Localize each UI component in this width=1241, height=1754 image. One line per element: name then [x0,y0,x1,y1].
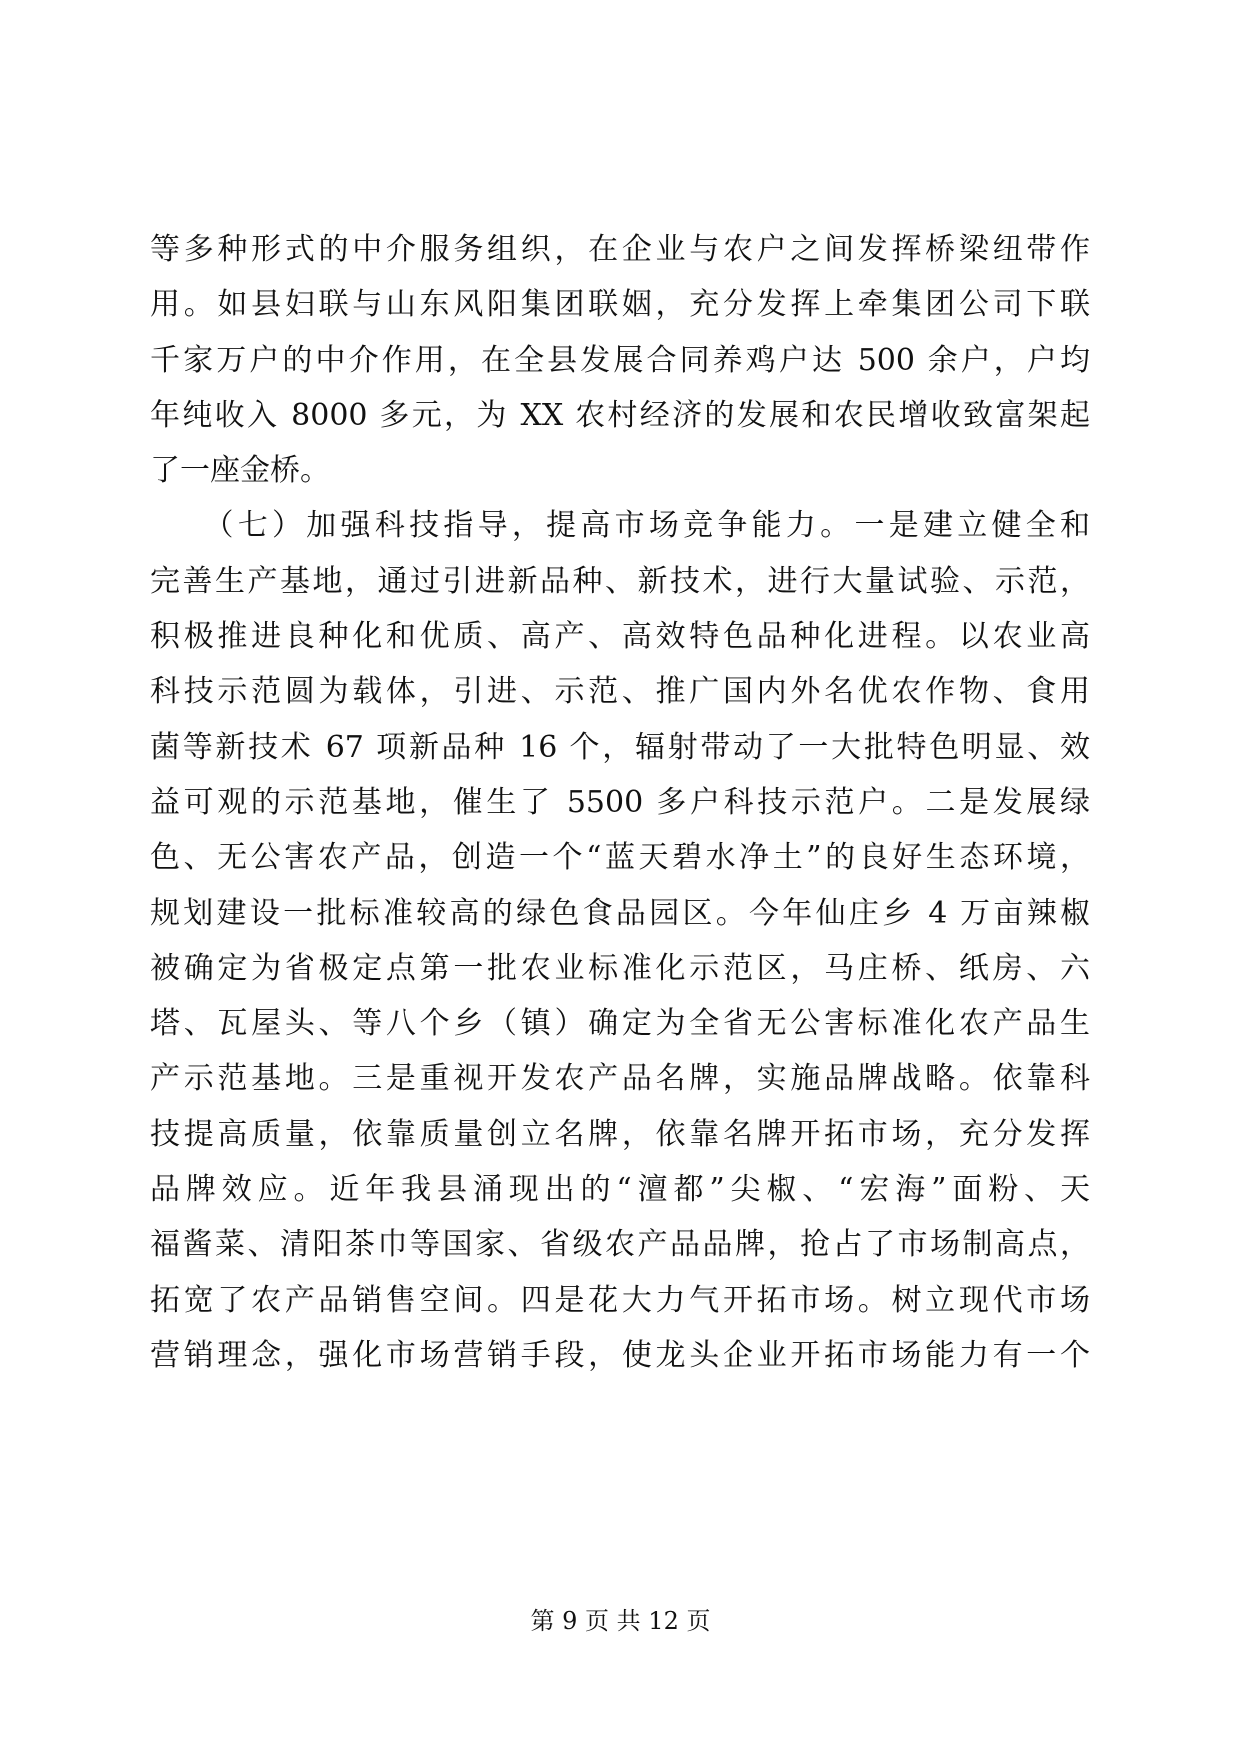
text-line: 千家万户的中介作用，在全县发展合同养鸡户达 500 余户，户均 [150,342,1090,378]
text-line: 色、无公害农产品，创造一个“蓝天碧水净土”的良好生态环境， [150,840,1090,876]
text-line: 技提高质量，依靠质量创立名牌，依靠名牌开拓市场，充分发挥 [150,1116,1090,1152]
text-line: 产示范基地。三是重视开发农产品名牌，实施品牌战略。依靠科 [150,1061,1090,1097]
text-line: （七）加强科技指导，提高市场竞争能力。一是建立健全和 [150,508,1090,544]
text-line: 等多种形式的中介服务组织，在企业与农户之间发挥桥梁纽带作 [150,232,1090,267]
text-line: 了一座金桥。 [150,453,330,489]
text-line: 科技示范圆为载体，引进、示范、推广国内外名优农作物、食用 [150,674,1090,710]
text-line: 积极推进良种化和优质、高产、高效特色品种化进程。以农业高 [150,619,1090,655]
text-line: 福酱菜、清阳茶巾等国家、省级农产品品牌，抢占了市场制高点， [150,1227,1090,1263]
text-line: 益可观的示范基地，催生了 5500 多户科技示范户。二是发展绿 [150,784,1090,820]
text-line: 年纯收入 8000 多元，为 XX 农村经济的发展和农民增收致富架起 [150,397,1090,433]
text-line: 规划建设一批标准较高的绿色食品园区。今年仙庄乡 4 万亩辣椒 [150,895,1090,931]
body-text [150,222,1090,1383]
text-line: 拓宽了农产品销售空间。四是花大力气开拓市场。树立现代市场 [150,1282,1090,1318]
text-line: 品牌效应。近年我县涌现出的“澶都”尖椒、“宏海”面粉、天 [150,1172,1090,1208]
text-line: 完善生产基地，通过引进新品种、新技术，进行大量试验、示范， [150,563,1090,599]
text-line: 塔、瓦屋头、等八个乡（镇）确定为全省无公害标准化农产品生 [150,1006,1090,1042]
text-line: 菌等新技术 67 项新品种 16 个，辐射带动了一大批特色明显、效 [150,729,1090,765]
text-line: 营销理念，强化市场营销手段，使龙头企业开拓市场能力有一个 [150,1337,1090,1373]
page-number-footer: 第 9 页 共 12 页 [530,1607,711,1635]
text-line: 用。如县妇联与山东风阳集团联姻，充分发挥上牵集团公司下联 [150,287,1090,323]
text-line: 被确定为省极定点第一批农业标准化示范区，马庄桥、纸房、六 [150,950,1090,986]
